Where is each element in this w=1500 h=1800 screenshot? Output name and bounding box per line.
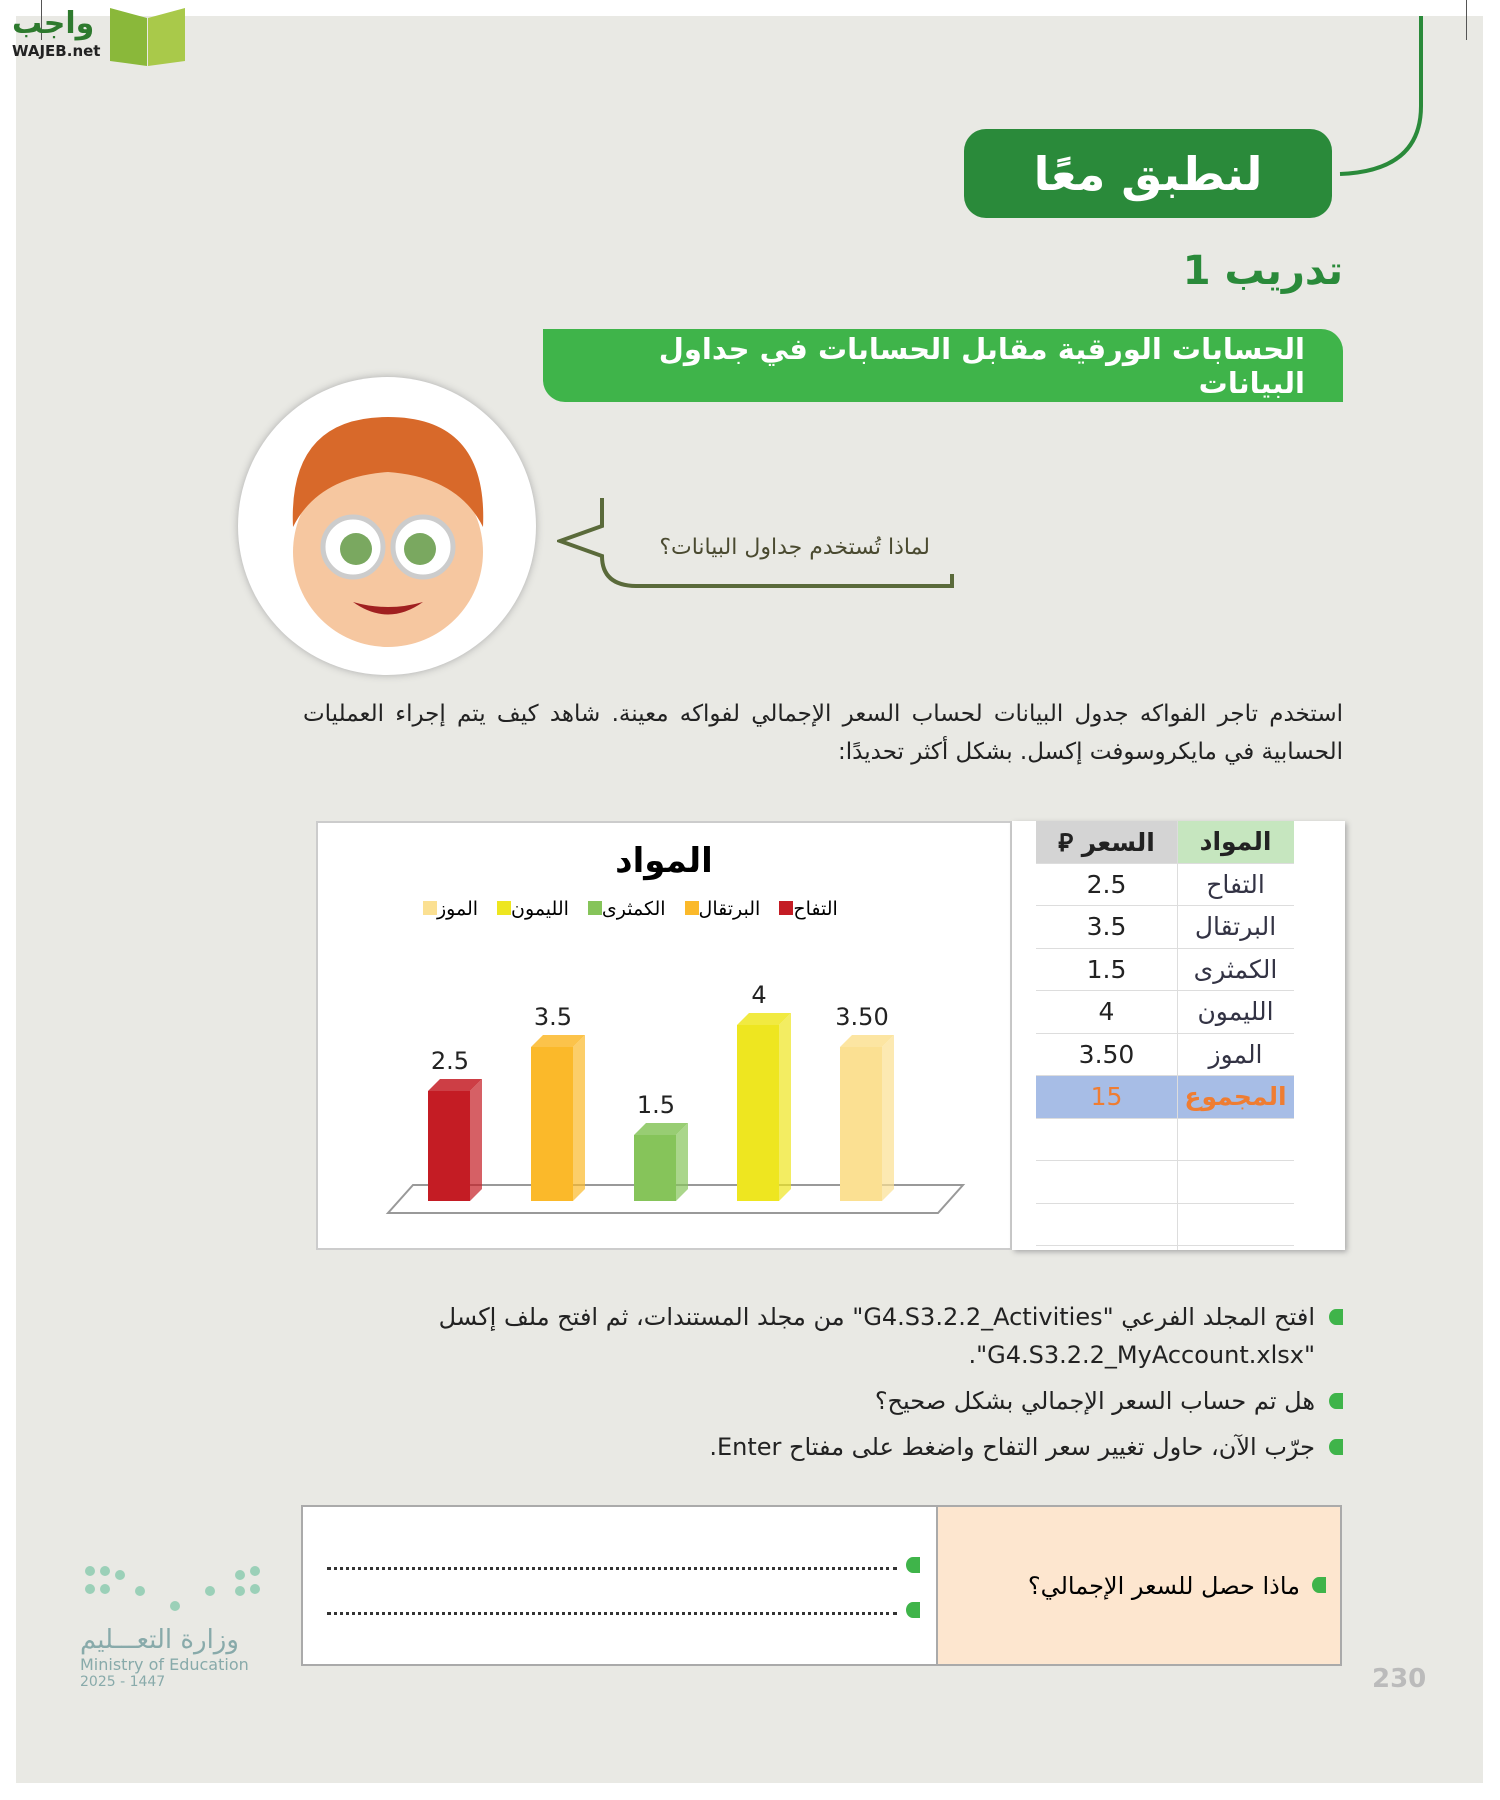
exercise-title: تدريب 1 [1182,248,1343,294]
boy-character-icon [238,377,536,675]
spreadsheet-table [1012,821,1345,1250]
question-cell: ماذا حصل للسعر الإجمالي؟ [936,1507,1340,1664]
bar-side [676,1123,688,1201]
legend-item: الموز [418,898,478,920]
bar [737,1025,779,1201]
ministry-logo: وزارة التعـــليم Ministry of Education 2025 - 1447 [80,1561,270,1690]
speech-bubble-text: لماذا تُستخدم جداول البيانات؟ [659,535,930,560]
empty-cell[interactable] [1036,1204,1177,1247]
table-cell-price[interactable]: 3.5 [1036,906,1177,949]
intro-paragraph: استخدم تاجر الفواكه جدول البيانات لحساب السعر الإجمالي لفواكه معينة. شاهد كيف يتم إجراء العمليات الحسابية في مايكروسوفت إكسل. بشكل أكثر تحديدًا: [303,701,1343,765]
empty-cell[interactable] [1177,1204,1294,1247]
empty-cell[interactable] [1036,1161,1177,1204]
bar [428,1091,470,1201]
chart-plot [318,823,1014,1252]
table-cell-item[interactable]: التفاح [1177,864,1294,907]
section-title: لنطبق معًا [964,129,1332,218]
bar [840,1047,882,1201]
table-cell-item[interactable]: البرتقال [1177,906,1294,949]
bar-chart [316,821,1012,1250]
data-label: 3.5 [533,1003,573,1031]
total-value[interactable]: 15 [1036,1076,1177,1119]
legend-item: البرتقال [680,898,761,920]
instructions-list [243,1298,1343,1474]
list-item: افتح المجلد الفرعي "G4.S3.2.2_Activities" من مجلد المستندات، ثم افتح ملف إكسل "G4.S3.2.2_MyAccount.xlsx". [243,1298,1343,1374]
legend-item: الليمون [492,898,569,920]
page-number: 230 [1372,1664,1427,1694]
lesson-banner: الحسابات الورقية مقابل الحسابات في جداول البيانات [543,329,1343,402]
table-cell-item[interactable]: الليمون [1177,991,1294,1034]
table-cell-item[interactable]: الكمثرى [1177,949,1294,992]
bar-side [779,1013,791,1201]
bar [634,1135,676,1201]
data-label: 2.5 [430,1047,470,1075]
data-label: 1.5 [636,1091,676,1119]
empty-cell[interactable] [1177,1161,1294,1204]
decorative-curve [1330,16,1430,181]
header-price[interactable]: السعر ⃁ [1036,821,1177,864]
data-label: 4 [751,981,767,1009]
table-cell-item[interactable]: الموز [1177,1034,1294,1077]
ministry-emblem-icon [80,1561,270,1621]
empty-cell[interactable] [1036,1119,1177,1162]
list-item: جرّب الآن، حاول تغيير سعر التفاح واضغط على مفتاح Enter. [243,1428,1343,1466]
empty-cell[interactable] [1177,1119,1294,1162]
data-label: 3.50 [835,1003,889,1031]
answer-box [301,1505,1342,1666]
wajeb-logo-latin: WAJEB.net [12,42,101,60]
answer-line[interactable] [327,1567,897,1570]
total-label[interactable]: المجموع [1177,1076,1294,1119]
legend-item: الكمثرى [583,898,666,920]
answer-line[interactable] [327,1612,897,1615]
avatar [238,377,536,675]
table-cell-price[interactable]: 4 [1036,991,1177,1034]
table-cell-price[interactable]: 1.5 [1036,949,1177,992]
table-cell-price[interactable]: 3.50 [1036,1034,1177,1077]
chart-title: المواد [615,841,713,881]
legend-item: التفاح [774,898,837,920]
book-logo-icon [105,6,190,66]
wajeb-logo: واجب [12,6,95,41]
bar-side [470,1079,482,1201]
bar-side [573,1035,585,1201]
list-item: هل تم حساب السعر الإجمالي بشكل صحيح؟ [243,1382,1343,1420]
header-items[interactable]: المواد [1177,821,1294,864]
bar-side [882,1035,894,1201]
table-cell-price[interactable]: 2.5 [1036,864,1177,907]
bar [531,1047,573,1201]
